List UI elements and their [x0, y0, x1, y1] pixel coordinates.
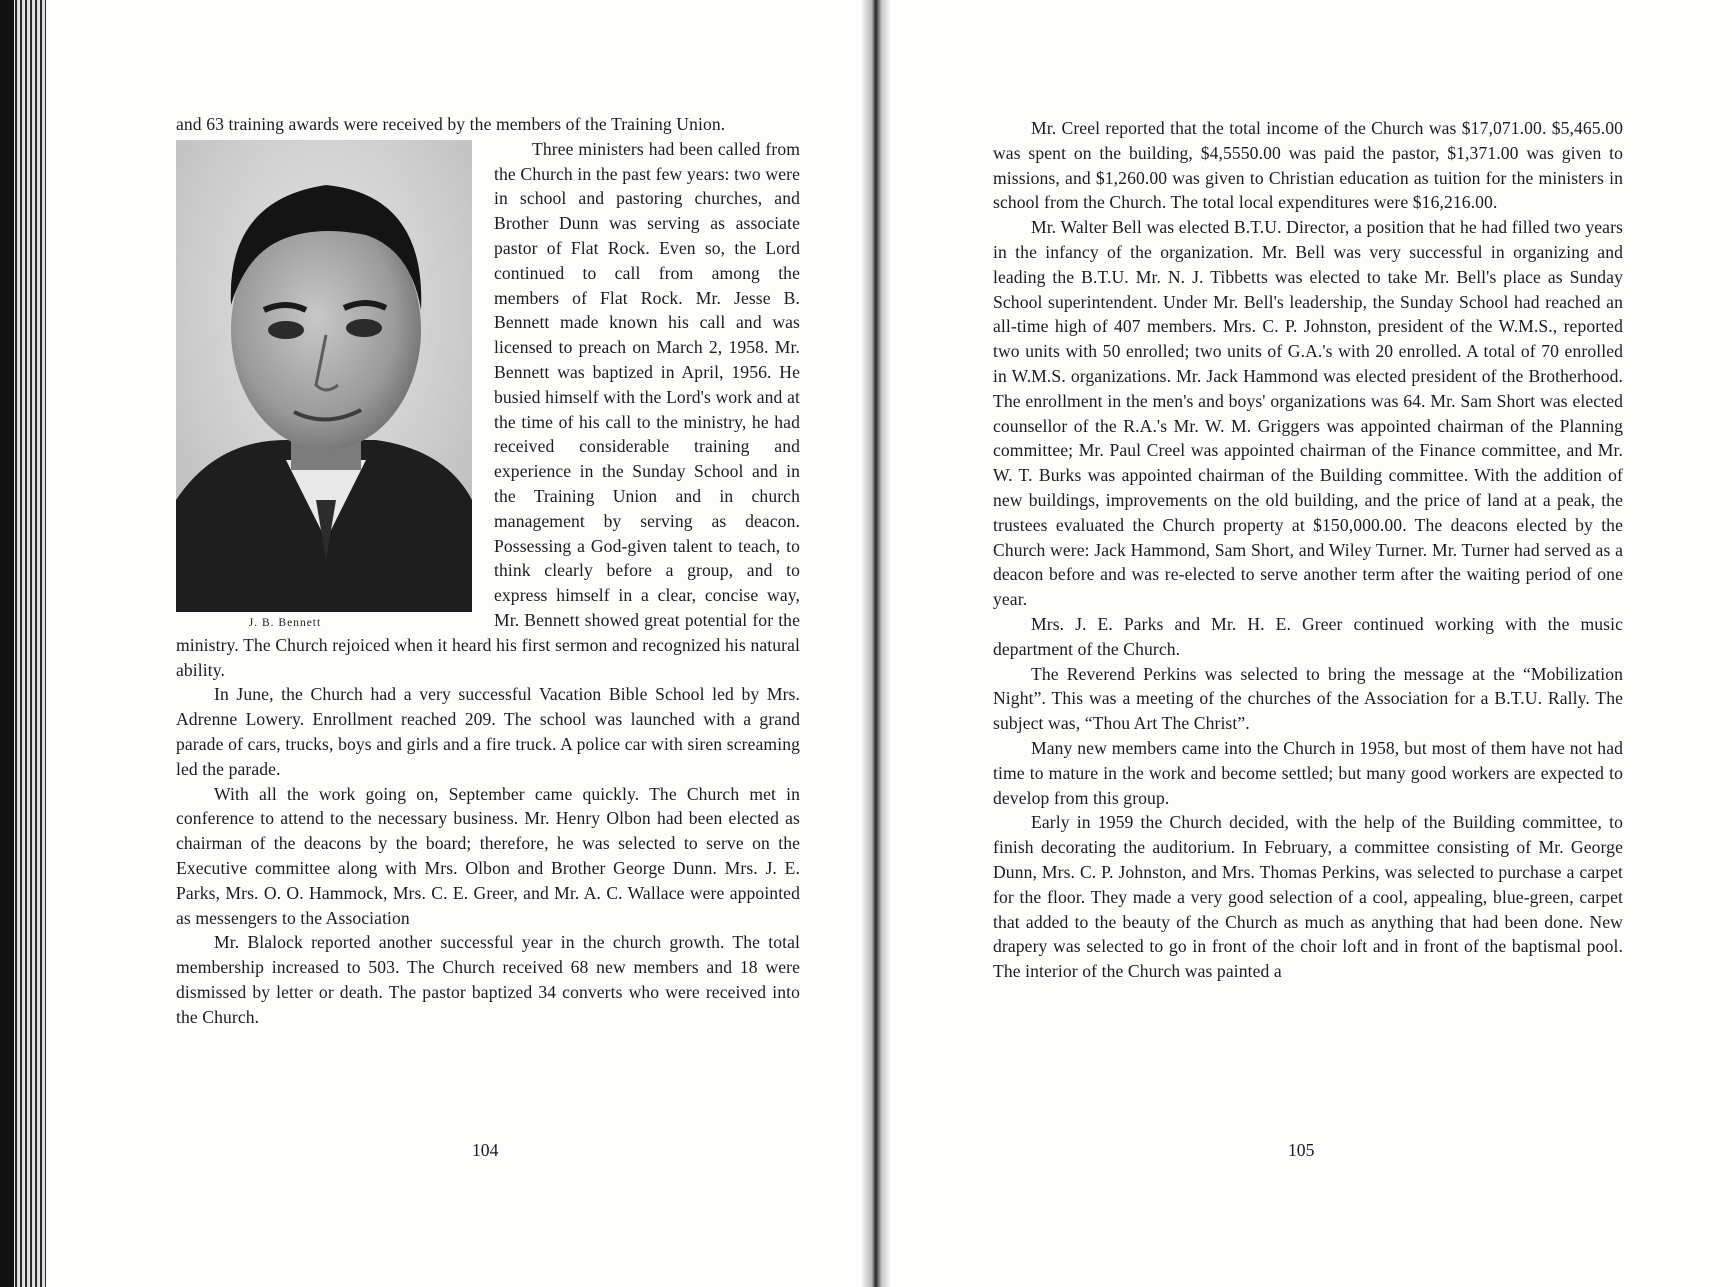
photo-caption: J. B. Bennett: [248, 616, 322, 629]
paragraph: Many new members came into the Church in 1958, but most of them have not had time to mature in the work and become settled; but many good workers are expected to develop from this group.: [993, 737, 1623, 808]
paragraph: Early in 1959 the Church decided, with the help of the Building committee, to finish decorating the auditorium. In February, a committee consisting of Mr. George Dunn, Mrs. C. P. Johnston, and Mrs. Thomas Perkins, was selected to purchase a carpet for the floor. They made a very good selection of a cool, appealing, blue-green, carpet that added to the beauty of the Church as much as anything that had been done. New drapery was selected to go in front of the choir loft and in front of the baptismal pool. The interior of the Church was painted a: [993, 812, 1623, 982]
paragraph: Mr. Blalock reported another successful year in the church growth. The total membership increased to 503. The Church received 68 new members and 18 were dismissed by letter or death. The pastor baptized 34 converts who were received into the Church.: [176, 932, 800, 1027]
paragraph: Mr. Walter Bell was elected B.T.U. Director, a position that he had filled two years in the infancy of the organization. Mr. Bell was very successful in organizing and leading the B.T.U. Mr. N. J. Tibbetts was elected to take Mr. Bell's place as Sunday School superintendent. Under Mr. Bell's leadership, the Sunday School had reached an all-time high of 407 members. Mrs. C. P. Johnston, president of the W.M.S., reported two units with 50 enrolled; two units of G.A.'s with 20 enrolled. A total of 70 enrolled in W.M.S. organizations. Mr. Jack Hammond was elected president of the Brotherhood. The enrollment in the men's and boys' organizations was 64. Mr. Sam Short was elected counsellor of the R.A.'s Mr. W. M. Griggers was appointed chairman of the Planning committee; Mr. Paul Creel was appointed chairman of the Finance committee, and Mr. W. T. Burks was appointed chairman of the Building committee. With the addition of new buildings, improvements on the old building, and the price of land at a peak, the trustees evaluated the Church property at $150,000.00. The deacons elected by the Church were: Jack Hammond, Sam Short, and Wiley Turner. Mr. Turner had served as a deacon before and was re-elected to serve another term after the waiting period of one year.: [993, 217, 1623, 610]
portrait-photo: [176, 140, 472, 612]
figure-paragraph-text: Three ministers had been called from the Church in the past few years: two were in school and pastoring churches, and Brother Dunn was serving as associate pastor of Flat Rock. Even so, the Lord continued to call from among the members of Flat Rock. Mr. Jesse B. Bennett made known his call and was licensed to preach on March 2, 1958. Mr. Bennett was baptized in April, 1956. He busied himself with the Lord's work and at the time of his call to the ministry, he had received considerable training and experience in the Sunday School and in the Training Union and in church management by serving as deacon. Possessing a God-given talent to teach, to think clearly before a group, and to express himself in a clear, concise way, Mr. Bennett showed great potential for the ministry. The Church rejoiced when it heard his first sermon and recognized his natural ability.: [176, 138, 800, 680]
left-page-text: [176, 112, 800, 1029]
paragraph: and 63 training awards were received by the members of the Training Union.: [176, 114, 726, 134]
portrait-figure: [176, 140, 472, 630]
right-page: [890, 0, 1732, 1287]
paragraph: Mrs. J. E. Parks and Mr. H. E. Greer continued working with the music department of the Church.: [993, 613, 1623, 659]
paragraph: In June, the Church had a very successful Vacation Bible School led by Mrs. Adrenne Lowery. Enrollment reached 209. The school was launched with a grand parade of cars, trucks, boys and girls and a fire truck. A police car with siren screaming led the parade.: [176, 684, 800, 779]
paragraph: Mr. Creel reported that the total income of the Church was $17,071.00. $5,465.00 was spent on the building, $4,5550.00 was paid the pastor, $1,371.00 was given to missions, and $1,260.00 was given to Christian education as tuition for the ministers in school from the Church. The total local expenditures were $16,216.00.: [993, 118, 1623, 213]
page-number: 105: [1288, 1140, 1315, 1160]
portrait-illustration: [176, 140, 472, 612]
book-gutter: [862, 0, 890, 1287]
page-edges: [0, 0, 46, 1287]
paragraph-with-figure: [176, 137, 800, 683]
paragraph: The Reverend Perkins was selected to bring the message at the “Mobilization Night”. This was a meeting of the churches of the Association for a B.T.U. Rally. The subject was, “Thou Art The Christ”.: [993, 663, 1623, 734]
left-page: [46, 0, 862, 1287]
page-number: 104: [472, 1140, 499, 1160]
right-page-text: [993, 116, 1623, 984]
paragraph: With all the work going on, September came quickly. The Church met in conference to attend to the necessary business. Mr. Henry Olbon had been elected as chairman of the deacons by the board; therefore, he was selected to serve on the Executive committee along with Mrs. Olbon and Brother George Dunn. Mrs. J. E. Parks, Mrs. O. O. Hammock, Mrs. C. E. Greer, and Mr. A. C. Wallace were appointed as messengers to the Association: [176, 783, 800, 928]
